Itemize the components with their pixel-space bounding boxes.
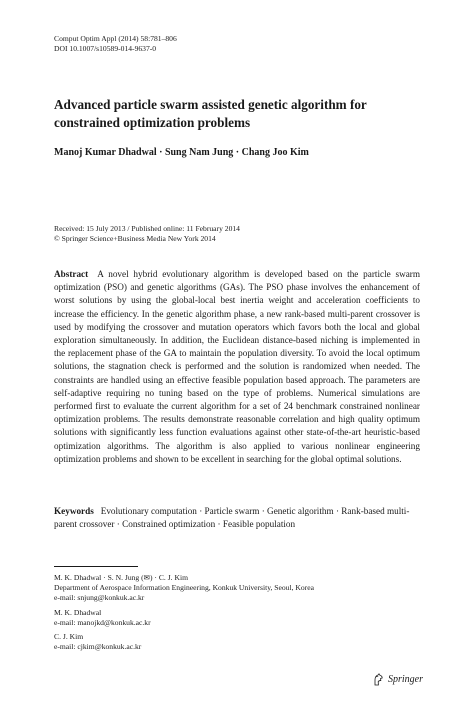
publisher-name: Springer xyxy=(388,673,423,685)
copyright-line: © Springer Science+Business Media New York 2014 xyxy=(54,234,216,243)
footnote-rule xyxy=(54,566,138,567)
keywords-label: Keywords xyxy=(54,506,94,516)
affiliation-names: M. K. Dhadwal · S. N. Jung (✉) · C. J. Kim xyxy=(54,573,188,582)
keywords xyxy=(54,505,420,531)
affiliation-names: M. K. Dhadwal xyxy=(54,608,102,617)
publisher-logo xyxy=(372,672,423,686)
affiliation-email[interactable]: e-mail: cjkim@konkuk.ac.kr xyxy=(54,642,142,651)
affiliation-block-1 xyxy=(54,573,434,603)
affiliation-block-2 xyxy=(54,608,434,628)
affiliation-block-3 xyxy=(54,632,434,652)
springer-horse-icon xyxy=(372,673,384,686)
received-published-dates: Received: 15 July 2013 / Published online: 11 February 2014 xyxy=(54,224,240,233)
affiliation-department: Department of Aerospace Information Engineering, Konkuk University, Seoul, Korea xyxy=(54,583,314,592)
abstract xyxy=(54,268,420,466)
affiliation-names: C. J. Kim xyxy=(54,632,84,641)
article-title: Advanced particle swarm assisted genetic algorithm for constrained optimization problems xyxy=(54,97,367,130)
affiliation-email[interactable]: e-mail: manojkd@konkuk.ac.kr xyxy=(54,618,151,627)
affiliation-email[interactable]: e-mail: snjung@konkuk.ac.kr xyxy=(54,593,145,602)
author-list: Manoj Kumar Dhadwal · Sung Nam Jung · Chang Joo Kim xyxy=(54,147,309,158)
abstract-text: A novel hybrid evolutionary algorithm is developed based on the particle swarm optimization (PSO) and genetic algorithms (GAs). The PSO phase involves the enhancement of worst solutions by using the global-local best inertia weight and acceleration coefficients to increase the efficiency. In the genetic algorithm phase, a new rank-based multi-parent crossover is used by modifying the crossover and mutation operators which favors both the local and global exploration simultaneously. In addition, the Euclidean distance-based niching is implemented in the replacement phase of the GA to maintain the population diversity. To avoid the local optimum solutions, the stagnation check is performed and the solution is randomized when needed. The constraints are handled using an effective feasible population based approach. The parameters are self-adaptive requiring no tuning based on the type of problems. Numerical simulations are performed first to evaluate the current algorithm for a set of 24 benchmark constrained nonlinear optimization problems. The results demonstrate reasonable correlation and high quality optimum solutions with significantly less function evaluations against other state-of-the-art heuristic-based optimization algorithms. The algorithm is also applied to various nonlinear engineering optimization problems and shown to be excellent in searching for the global optimal solutions. xyxy=(54,269,420,464)
doi-line: DOI 10.1007/s10589-014-9637-0 xyxy=(54,44,157,53)
abstract-label: Abstract xyxy=(54,269,89,279)
keywords-text: Evolutionary computation · Particle swarm · Genetic algorithm · Rank-based multi-parent crossover · Constrained optimization · Feasible population xyxy=(54,506,410,530)
journal-citation: Comput Optim Appl (2014) 58:781–806 xyxy=(54,34,177,43)
